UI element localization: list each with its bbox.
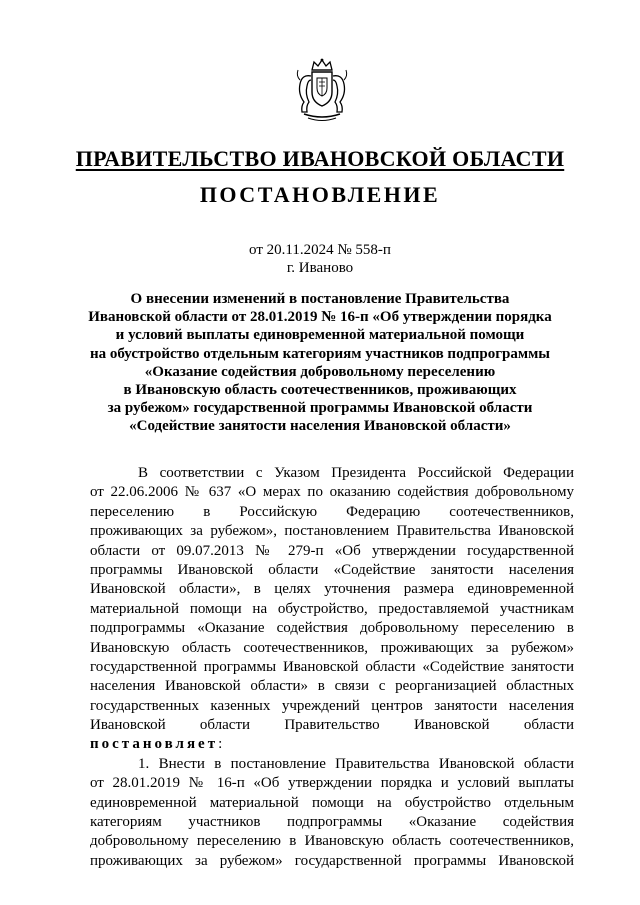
body-line: Ивановской области», в целях уточнения размера единовременной	[90, 581, 574, 598]
body-line: от 28.01.2019 № 16-п «Об утверждении порядка и условий выплаты	[90, 775, 574, 792]
body-line: проживающих за рубежом», постановлением Правительства Ивановской	[90, 523, 574, 540]
body-line: населения Ивановской области» в связи с реорганизацией областных	[90, 678, 574, 695]
body-line: В соответствии с Указом Президента Российской Федерации	[138, 465, 574, 481]
body-line: Ивановскую область соотечественников, проживающих за рубежом»	[90, 639, 574, 656]
heading-line: О внесении изменений в постановление Правительства	[130, 291, 510, 307]
body-line: программы Ивановской области «Содействие занятости населения	[90, 561, 574, 578]
document-type: ПОСТАНОВЛЕНИЕ	[199, 182, 441, 207]
document-heading	[80, 290, 560, 436]
body-line: проживающих за рубежом» государственной программы Ивановской	[90, 852, 574, 869]
body-line: области от 09.07.2013 № 279-п «Об утверждении государственной	[90, 542, 574, 559]
body-line: 1. Внести в постановление Правительства Ивановской области	[138, 755, 574, 772]
heading-line: и условий выплаты единовременной материальной помощи	[115, 327, 525, 344]
resolves-word: постановляет	[90, 736, 219, 753]
body-line: материальной помощи на обустройство, предоставляемой участникам	[90, 600, 574, 617]
date-number: от 20.11.2024 № 558-п	[249, 242, 391, 258]
coat-of-arms-icon	[292, 56, 352, 126]
body-line: категориям участников подпрограммы «Оказание содействия	[90, 814, 574, 831]
body-line: государственной программы Ивановской области «Содействие занятости	[90, 658, 574, 675]
government-title: ПРАВИТЕЛЬСТВО ИВАНОВСКОЙ ОБЛАСТИ	[75, 146, 565, 171]
body-line: добровольному переселению в Ивановскую область соотечественников,	[90, 833, 574, 850]
heading-line: «Оказание содействия добровольному переселению	[144, 363, 496, 380]
body-line: единовременной материальной помощи на обустройство отдельным	[90, 794, 574, 811]
body-line: Ивановской области Правительство Ивановской области	[90, 717, 574, 734]
heading-line: на обустройство отдельным категориям участников подпрограммы	[89, 345, 551, 362]
resolves-line	[90, 735, 574, 754]
heading-line: в Ивановскую область соотечественников, проживающих	[123, 382, 517, 399]
heading-line: «Содействие занятости населения Ивановской области»	[129, 418, 511, 435]
body-line: переселению в Российскую Федерацию соотечественников,	[90, 503, 574, 520]
document-body	[90, 464, 574, 871]
body-line: подпрограммы «Оказание содействия добровольному переселению в	[90, 620, 574, 637]
resolves-colon: :	[218, 736, 223, 753]
heading-line: Ивановской области от 28.01.2019 № 16-п «Об утверждении порядка	[88, 309, 552, 326]
heading-line: за рубежом» государственной программы Ивановской области	[107, 400, 533, 417]
body-line: государственных казенных учреждений центров занятости населения	[90, 697, 574, 714]
city: г. Иваново	[286, 260, 354, 276]
body-line: от 22.06.2006 № 637 «О мерах по оказанию содействия добровольному	[90, 484, 574, 501]
